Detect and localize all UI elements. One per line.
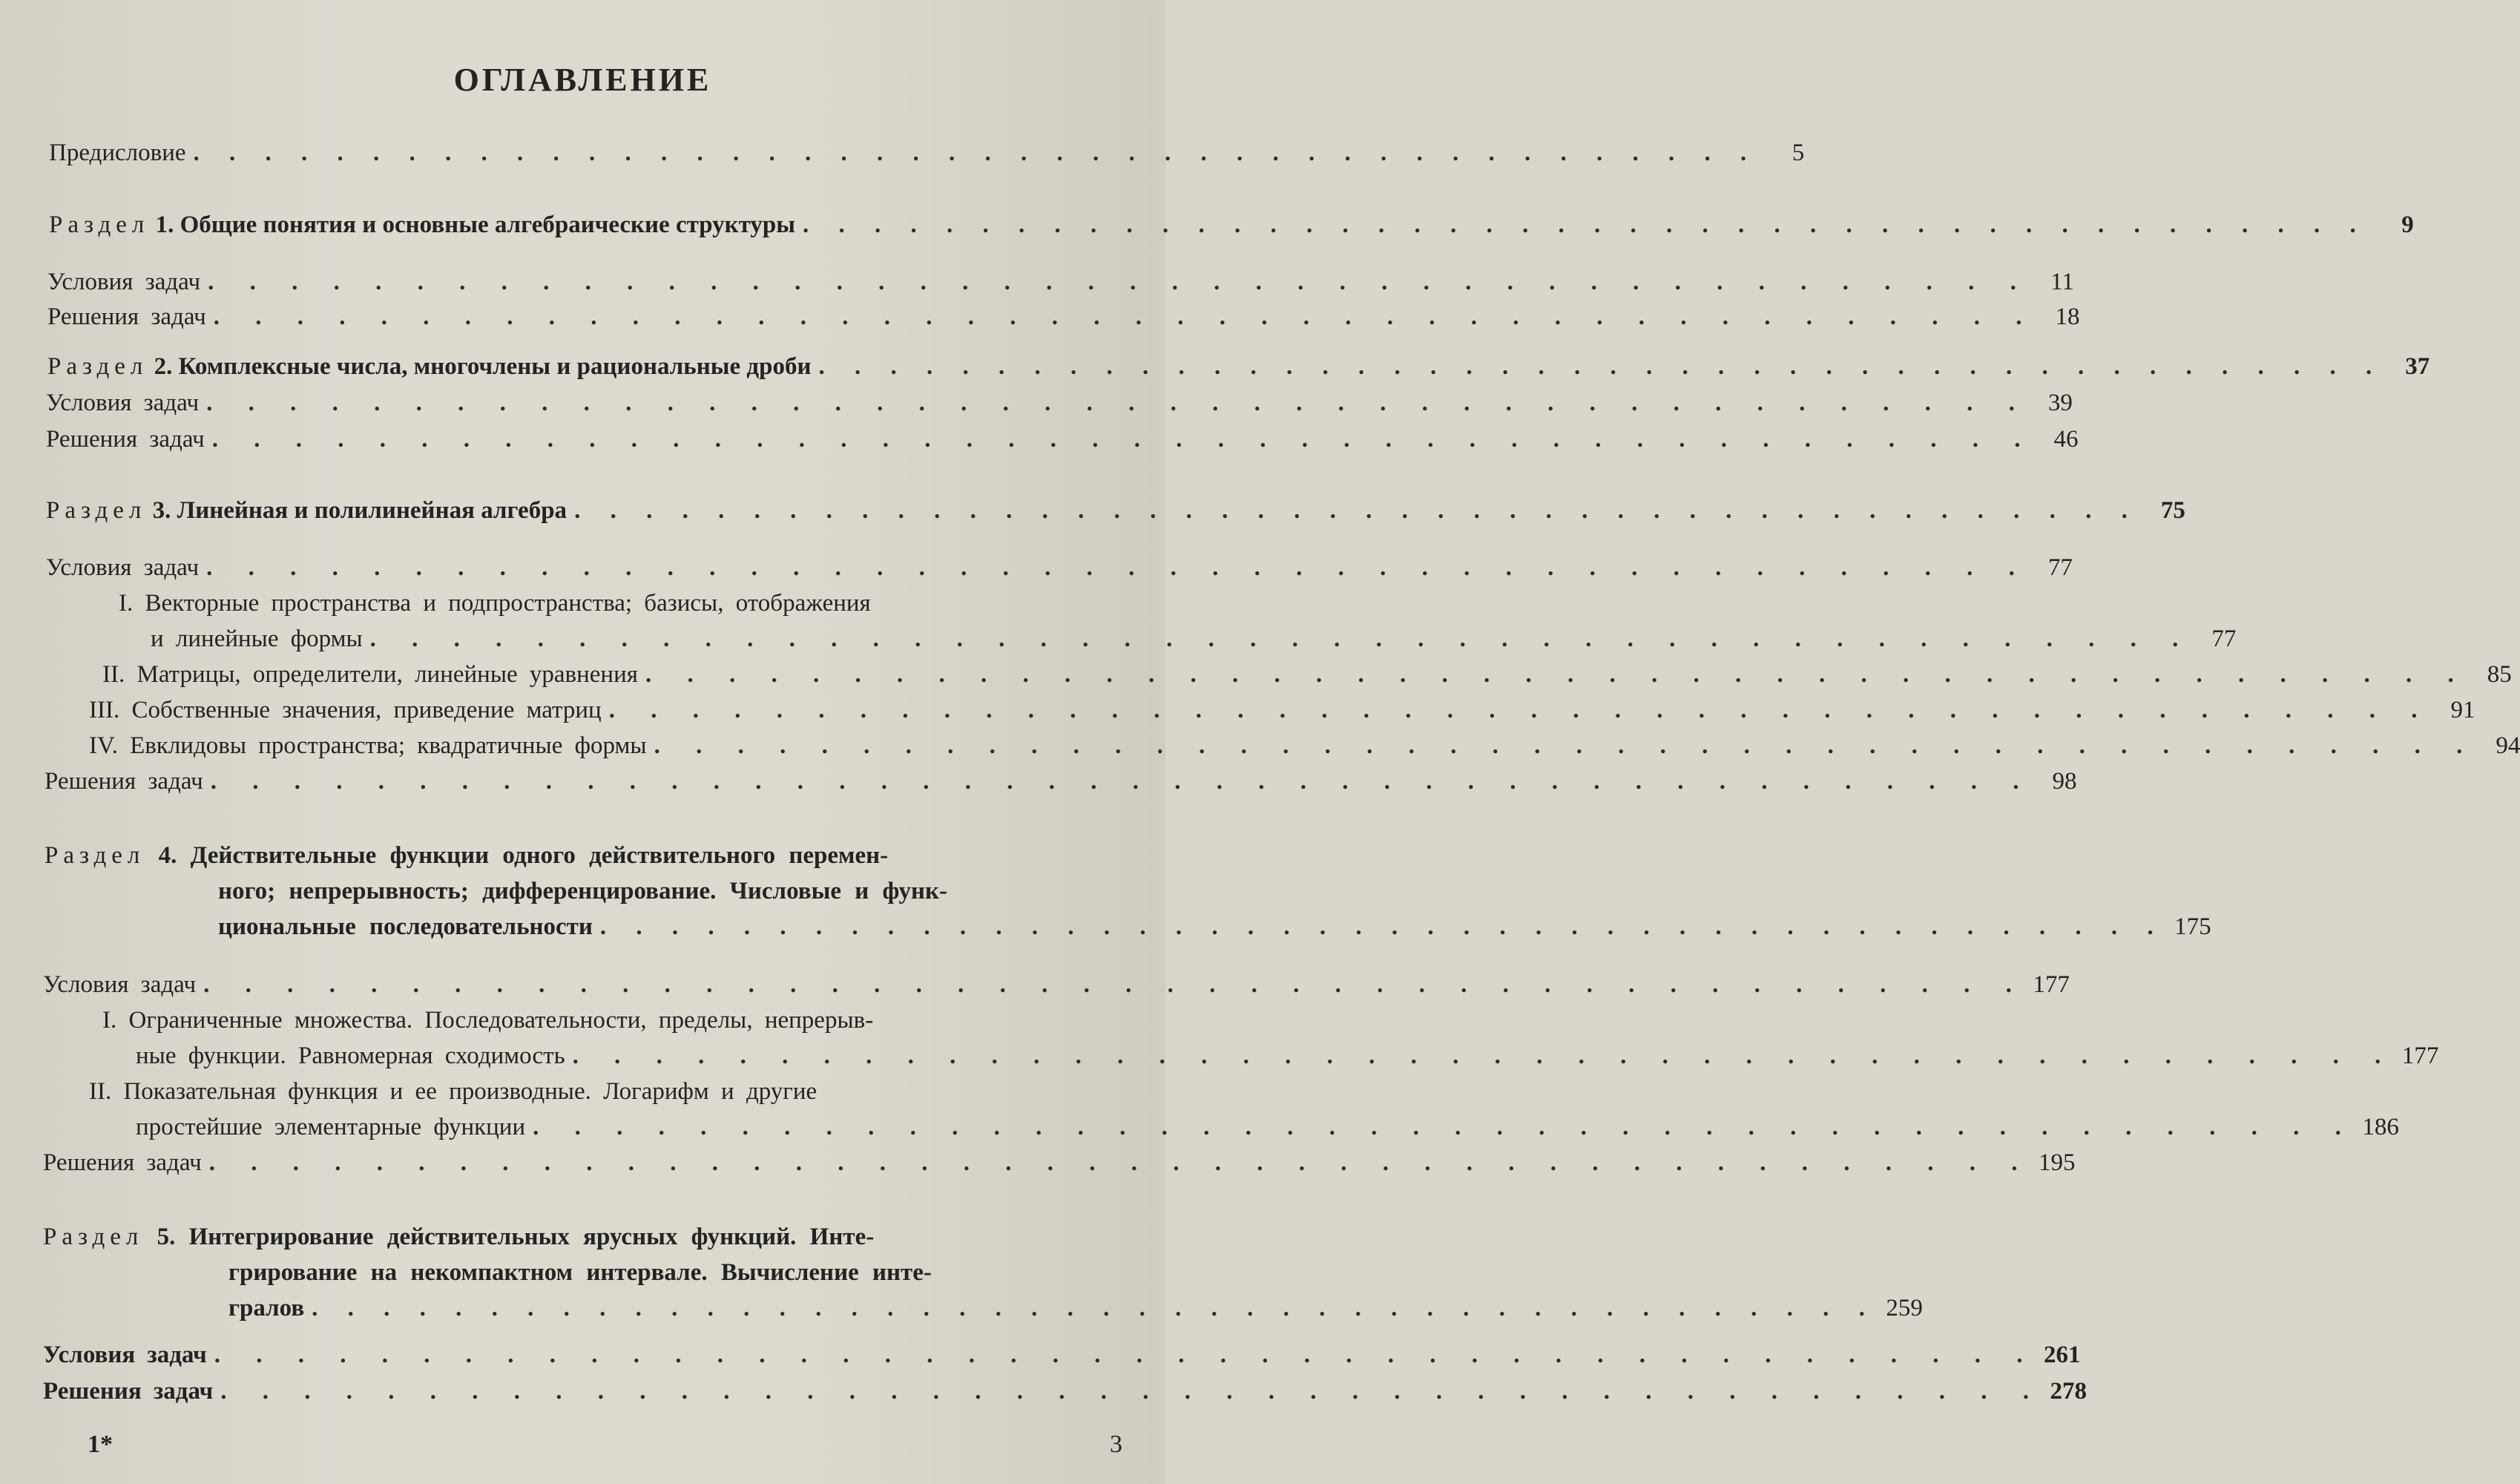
leader-dots: . . . . . . . . . . . . . . . . . . . . . . . . . . . . . . . . . . . . . . . . . . . . xyxy=(803,211,2368,238)
toc-entry-section-4-line1[interactable] xyxy=(45,841,888,870)
toc-subentry-s4-i[interactable] xyxy=(136,1041,2439,1071)
leader-dots: . . . . . . . . . . . . . . . . . . . . . . . . . . . . . . . . . . . . . . . . . . . . xyxy=(818,353,2384,380)
entry-label: II. Матрицы, определители, линейные уравнения xyxy=(102,661,638,688)
entry-label: Решения задач xyxy=(43,1149,202,1176)
toc-entry-s2-conditions[interactable] xyxy=(46,388,2073,418)
page-number: 186 xyxy=(2362,1114,2399,1140)
leader-dots: . . . . . . . . . . . . . . . . . . . . . . . . . . . . . . . . . . . . . . . . . . . . xyxy=(208,1149,2030,1176)
page-number: 37 xyxy=(2405,353,2430,380)
page-number: 9 xyxy=(2401,211,2414,238)
toc-entry-section-2[interactable] xyxy=(47,352,2430,381)
toc-entry-s1-solutions[interactable] xyxy=(47,302,2080,332)
toc-subentry-s4-ii[interactable] xyxy=(136,1112,2399,1142)
section-title: 3. Линейная и полилинейная алгебра xyxy=(152,497,568,524)
entry-label: III. Собственные значения, приведение матриц xyxy=(89,697,602,723)
toc-entry-section-4-line2: ного; непрерывность; дифференцирование. Числовые и функ- xyxy=(218,878,948,904)
page-title: ОГЛАВЛЕНИЕ xyxy=(453,62,712,98)
toc-subentry-s3-iv[interactable] xyxy=(89,731,2520,761)
toc-entry-preface[interactable] xyxy=(49,138,1805,168)
page-number: 46 xyxy=(2053,426,2079,453)
leader-dots: . . . . . . . . . . . . . . . . . . . . . . . . . . . . . . . . . . . . . . . . . . . . xyxy=(208,269,2028,295)
page-number: 18 xyxy=(2055,303,2080,330)
section-title: 5. Интегрирование действительных ярусных функций. Инте- xyxy=(157,1224,875,1250)
leader-dots: . . . . . . . . . . . . . . . . . . . . . . . . . . . . . . . . . . . . . . . . . . . . xyxy=(210,768,2031,795)
leader-dots: . . . . . . . . . . . . . . . . . . . . . . . . . . . . . . . . . . . . . . . . . . . . xyxy=(608,697,2429,723)
toc-subentry-s3-iii[interactable] xyxy=(89,695,2475,725)
entry-label: циональные последовательности xyxy=(218,913,593,940)
leader-dots: . . . . . . . . . . . . . . . . . . . . . . . . . . . . . . . . . . . . . . . . . . . . xyxy=(599,913,2165,940)
leader-dots: . . . . . . . . . . . . . . . . . . . . . . . . . . . . . . . . . . . . . . . . . . . . xyxy=(574,497,2139,524)
section-prefix: Раздел xyxy=(43,1224,144,1250)
page-number: 259 xyxy=(1886,1295,1923,1322)
toc-entry-s4-conditions[interactable] xyxy=(43,970,2070,999)
entry-label: Условия задач xyxy=(43,971,197,998)
leader-dots: . . . . . . . . . . . . . . . . . . . . . . . . . . . . . . . . . . . . . . . . . . . . xyxy=(206,554,2027,581)
leader-dots: . . . . . . . . . . . . . . . . . . . . . . . . . . . . . . . . . . . . . . . . . . . . xyxy=(211,426,2033,453)
page-number: 195 xyxy=(2039,1149,2076,1176)
leader-dots: . . . . . . . . . . . . . . . . . . . . . . . . . . . . . . . . . . . . . . . . . . . . xyxy=(654,732,2475,759)
leader-dots: . . . . . . . . . . . . . . . . . . . . . . . . . . . . . . . . . . . . . . . . . . . . xyxy=(645,661,2466,688)
page-number: 85 xyxy=(2487,661,2512,688)
toc-subentry-s3-i[interactable] xyxy=(151,624,2237,654)
page-number: 177 xyxy=(2401,1043,2439,1069)
page-number: 11 xyxy=(2050,269,2074,295)
entry-label: Условия задач xyxy=(46,554,200,581)
folio-page-number: 3 xyxy=(1110,1431,1122,1458)
page-number: 94 xyxy=(2496,732,2520,759)
page-number: 39 xyxy=(2047,390,2073,416)
leader-dots: . . . . . . . . . . . . . . . . . . . . . . . . . . . . . . . . . . . . . . . . . . . . xyxy=(193,139,1759,166)
leader-dots: . . . . . . . . . . . . . . . . . . . . . . . . . . . . . . . . . . . . . . . . . . . . xyxy=(533,1114,2353,1140)
entry-label: Условия задач xyxy=(46,390,200,416)
toc-entry-s5-conditions[interactable] xyxy=(43,1340,2081,1370)
leader-dots: . . . . . . . . . . . . . . . . . . . . . . . . . . . . . . . . . . . . . . . . . . . . xyxy=(203,971,2024,998)
leader-dots: . . . . . . . . . . . . . . . . . . . . . . . . . . . . . . . . . . . . . . . . . . . . xyxy=(369,626,2191,652)
page-number: 5 xyxy=(1792,139,1805,166)
toc-entry-section-5-line3[interactable] xyxy=(228,1293,1923,1323)
section-prefix: Раздел xyxy=(45,842,145,869)
section-prefix: Раздел xyxy=(49,211,150,238)
toc-subentry-s3-ii[interactable] xyxy=(102,660,2512,689)
toc-entry-s4-solutions[interactable] xyxy=(43,1148,2076,1178)
entry-label: Предисловие xyxy=(49,139,186,166)
section-prefix: Раздел xyxy=(47,353,148,380)
entry-label: Решения задач xyxy=(43,1378,214,1405)
toc-subentry-s4-i-line1: I. Ограниченные множества. Последовательности, пределы, непрерыв- xyxy=(102,1007,874,1034)
leader-dots: . . . . . . . . . . . . . . . . . . . . . . . . . . . . . . . . . . . . . . . . . . . . xyxy=(206,390,2027,416)
page-number: 278 xyxy=(2050,1378,2088,1405)
page-number: 261 xyxy=(2043,1342,2081,1368)
page-number: 98 xyxy=(2052,768,2077,795)
leader-dots: . . . . . . . . . . . . . . . . . . . . . . . . . . . . . . . . . . . . . . . . . . . . xyxy=(220,1378,2042,1405)
entry-label: простейшие элементарные функции xyxy=(136,1114,526,1140)
toc-entry-s2-solutions[interactable] xyxy=(46,424,2079,454)
leader-dots: . . . . . . . . . . . . . . . . . . . . . . . . . . . . . . . . . . . . . . . . . . . . xyxy=(312,1295,1877,1322)
page-number: 177 xyxy=(2033,971,2070,998)
entry-label: Решения задач xyxy=(47,303,206,330)
page-number: 77 xyxy=(2211,626,2237,652)
toc-entry-s3-solutions[interactable] xyxy=(45,766,2077,796)
toc-entry-section-4-line3[interactable] xyxy=(218,912,2211,942)
section-title: 1. Общие понятия и основные алгебраические структуры xyxy=(155,211,796,238)
page-number: 75 xyxy=(2160,497,2185,524)
toc-subentry-s4-ii-line1: II. Показательная функция и ее производные. Логарифм и другие xyxy=(89,1078,817,1105)
entry-label: Решения задач xyxy=(46,426,205,453)
entry-label: Условия задач xyxy=(43,1342,207,1368)
printer-signature-mark: 1* xyxy=(88,1431,113,1458)
page-number: 77 xyxy=(2047,554,2073,581)
page-number: 91 xyxy=(2450,697,2475,723)
toc-entry-section-1[interactable] xyxy=(49,210,2414,240)
toc-entry-s3-conditions[interactable] xyxy=(46,553,2073,582)
section-title: 2. Комплексные числа, многочлены и рациональные дроби xyxy=(154,353,812,380)
page-number: 175 xyxy=(2174,913,2211,940)
entry-label: Условия задач xyxy=(47,269,201,295)
entry-label: IV. Евклидовы пространства; квадратичные формы xyxy=(89,732,647,759)
toc-entry-s1-conditions[interactable] xyxy=(47,267,2074,297)
entry-label: ные функции. Равномерная сходимость xyxy=(136,1043,565,1069)
toc-entry-s5-solutions[interactable] xyxy=(43,1376,2088,1406)
toc-entry-section-5-line2: грирование на некомпактном интервале. Вычисление инте- xyxy=(228,1259,932,1286)
entry-label: Решения задач xyxy=(45,768,203,795)
toc-subentry-s3-i-line1: I. Векторные пространства и подпространства; базисы, отображения xyxy=(119,590,871,617)
toc-entry-section-3[interactable] xyxy=(46,496,2185,525)
entry-label: и линейные формы xyxy=(151,626,363,652)
toc-entry-section-5-line1[interactable] xyxy=(43,1222,874,1252)
leader-dots: . . . . . . . . . . . . . . . . . . . . . . . . . . . . . . . . . . . . . . . . . . . . xyxy=(214,1342,2035,1368)
leader-dots: . . . . . . . . . . . . . . . . . . . . . . . . . . . . . . . . . . . . . . . . . . . . xyxy=(572,1043,2393,1069)
section-prefix: Раздел xyxy=(46,497,147,524)
entry-label: гралов xyxy=(228,1295,305,1322)
leader-dots: . . . . . . . . . . . . . . . . . . . . . . . . . . . . . . . . . . . . . . . . . . . . xyxy=(213,303,2034,330)
section-title: 4. Действительные функции одного действительного перемен- xyxy=(158,842,889,869)
